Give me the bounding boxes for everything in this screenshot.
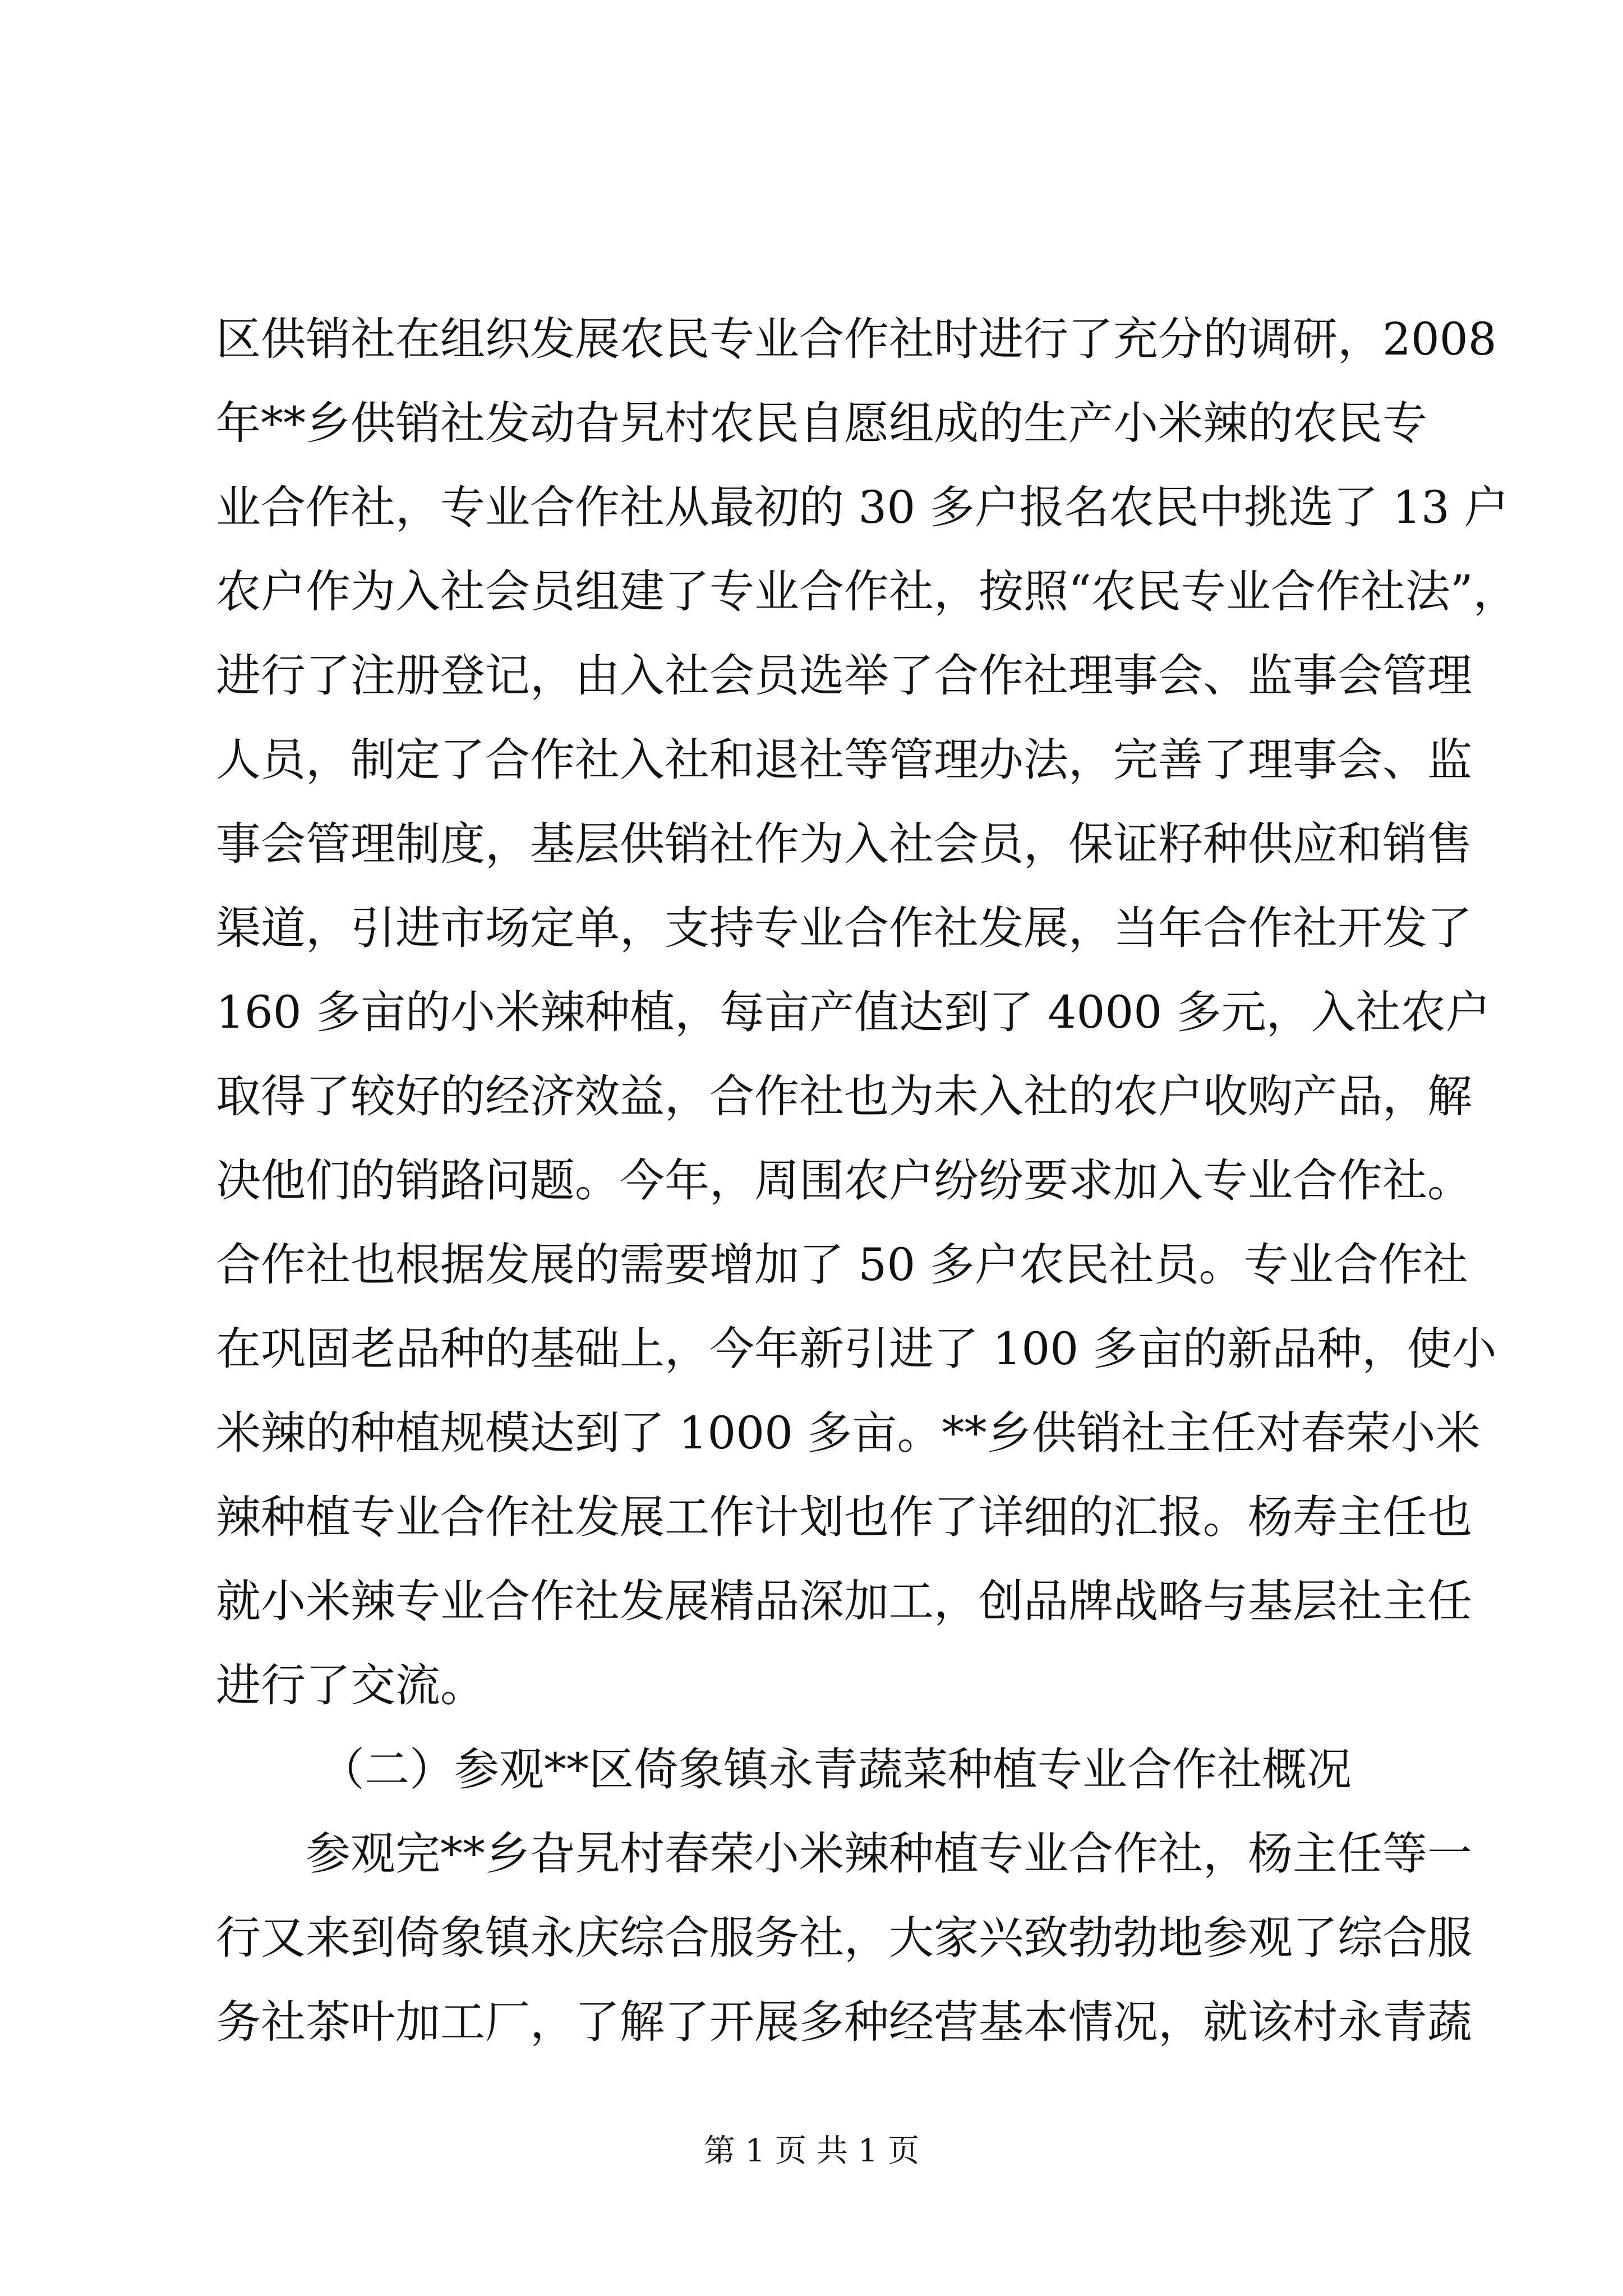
paragraph-line-1: 区供销社在组织发展农民专业合作社时进行了充分的调研，2008 <box>216 313 1497 365</box>
document-body <box>216 297 1518 2064</box>
paragraph-line-17: 进行了交流。 <box>216 1659 485 1711</box>
paragraph-line-6: 人员，制定了合作社入社和退社等管理办法，完善了理事会、监 <box>216 734 1472 786</box>
paragraph2-line-1: 参观完**乡旮旯村春荣小米辣种植专业合作社，杨主任等一 <box>306 1828 1472 1880</box>
paragraph2-line-2: 行又来到倚象镇永庆综合服务社，大家兴致勃勃地参观了综合服 <box>216 1912 1472 1964</box>
paragraph-line-13: 在巩固老品种的基础上，今年新引进了 100 多亩的新品种，使小 <box>216 1323 1497 1375</box>
paragraph-line-15: 辣种植专业合作社发展工作计划也作了详细的汇报。杨寿主任也 <box>216 1491 1472 1543</box>
paragraph-line-2: 年**乡供销社发动旮旯村农民自愿组成的生产小米辣的农民专 <box>216 397 1427 449</box>
paragraph-line-16: 就小米辣专业合作社发展精品深加工，创品牌战略与基层社主任 <box>216 1575 1472 1627</box>
paragraph-line-3: 业合作社，专业合作社从最初的 30 多户报名农民中挑选了 13 户 <box>216 481 1509 533</box>
paragraph-line-12: 合作社也根据发展的需要增加了 50 多户农民社员。专业合作社 <box>216 1239 1468 1291</box>
paragraph2-line-3: 务社茶叶加工厂，了解了开展多种经营基本情况，就该村永青蔬 <box>216 1996 1472 2048</box>
paragraph-line-11: 决他们的销路问题。今年，周围农户纷纷要求加入专业合作社。 <box>216 1154 1472 1207</box>
page-footer: 第 1 页 共 1 页 <box>703 2133 920 2169</box>
paragraph-line-5: 进行了注册登记，由入社会员选举了合作社理事会、监事会管理 <box>216 650 1472 702</box>
section-heading: （二）参观**区倚象镇永青蔬菜种植专业合作社概况 <box>320 1743 1352 1796</box>
paragraph-line-4: 农户作为入社会员组建了专业合作社，按照“农民专业合作社法”， <box>216 565 1518 618</box>
paragraph-line-14: 米辣的种植规模达到了 1000 多亩。**乡供销社主任对春荣小米 <box>216 1407 1481 1459</box>
paragraph-line-8: 渠道，引进市场定单，支持专业合作社发展，当年合作社开发了 <box>216 902 1472 954</box>
paragraph-line-10: 取得了较好的经济效益，合作社也为未入社的农户收购产品，解 <box>216 1070 1472 1122</box>
paragraph-line-7: 事会管理制度，基层供销社作为入社会员，保证籽种供应和销售 <box>216 818 1472 870</box>
paragraph-line-9: 160 多亩的小米辣种植，每亩产值达到了 4000 多元，入社农户 <box>216 986 1491 1038</box>
